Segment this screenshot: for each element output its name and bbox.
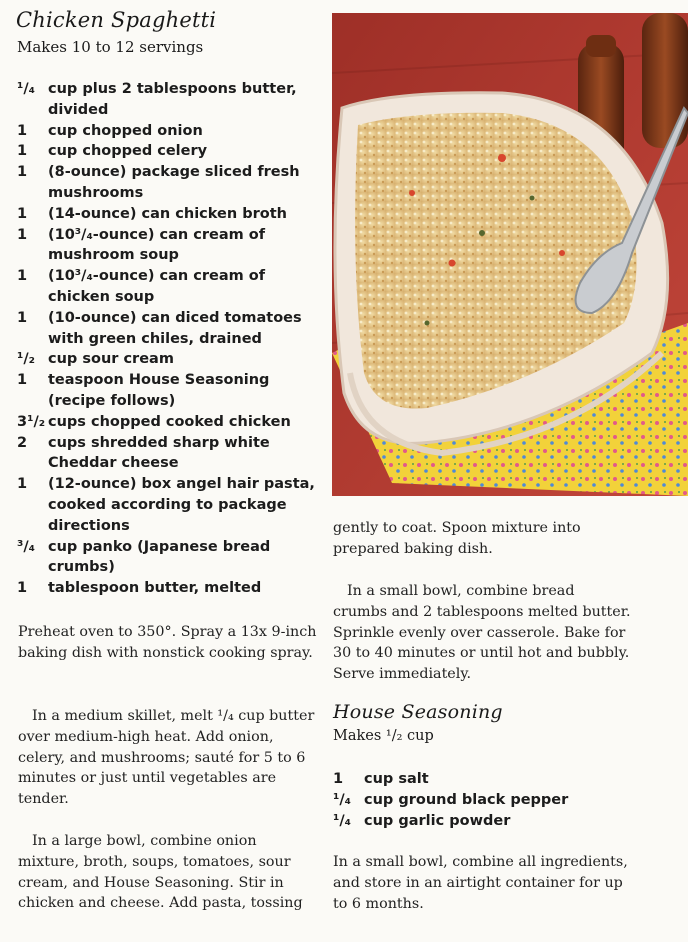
- ingredient-text: cup garlic powder: [364, 812, 511, 829]
- ingredient-quantity: 1: [17, 164, 28, 181]
- ingredient-text: cup panko (Japanese bread crumbs): [48, 538, 271, 576]
- step-combine: In a large bowl, combine onion mixture, broth, soups, tomatoes, sour cream, and House Seasoning. Stir in chicken and cheese. Add pasta, tossing: [18, 833, 303, 912]
- ingredient-quantity: 2: [17, 434, 28, 451]
- ingredient-quantity: ¹/₂: [17, 351, 35, 368]
- ingredient-item: [17, 79, 317, 121]
- ingredient-text: (10³/₄-ounce) can cream of chicken soup: [48, 268, 266, 305]
- ingredient-text: teaspoon House Seasoning (recipe follows): [48, 372, 270, 409]
- ingredient-quantity: ³/₄: [17, 538, 35, 555]
- ingredient-item: [17, 349, 317, 370]
- step-combine-continued: gently to coat. Spoon mixture into prepared baking dish.: [333, 520, 581, 557]
- ingredient-item: [17, 308, 317, 350]
- ingredient-quantity: 1: [333, 771, 344, 787]
- ingredient-quantity: 1: [17, 205, 28, 222]
- ingredient-text: cup chopped celery: [48, 143, 208, 160]
- step-saute: In a medium skillet, melt ¹/₄ cup butter over medium-high heat. Add onion, celery, and mushrooms; sauté for 5 to 6 minutes or just until vegetables are tender.: [18, 708, 315, 808]
- ingredient-item: [17, 537, 317, 579]
- ingredient-text: (8-ounce) package sliced fresh mushrooms: [48, 164, 300, 201]
- ingredient-text: (10-ounce) can diced tomatoes with green chiles, drained: [48, 309, 302, 347]
- house-seasoning-ingredients: [333, 769, 593, 831]
- step-topping: In a small bowl, combine bread crumbs and 2 tablespoons melted butter. Sprinkle evenly over casserole. Bake for 30 to 40 minutes or until hot and bubbly. Serve immediately.: [333, 583, 631, 683]
- ingredient-item: [333, 811, 593, 832]
- ingredient-quantity: 1: [17, 372, 28, 389]
- ingredient-text: tablespoon butter, melted: [48, 580, 262, 597]
- house-seasoning-yield: Makes ¹/₂ cup: [333, 728, 434, 744]
- ingredient-text: cup plus 2 tablespoons butter, divided: [48, 81, 297, 118]
- ingredient-item: [17, 370, 317, 412]
- ingredient-item: [17, 412, 317, 433]
- house-seasoning-method: In a small bowl, combine all ingredients, and store in an airtight container for up to 6 months.: [333, 854, 628, 912]
- ingredient-quantity: ¹/₄: [333, 791, 351, 808]
- ingredient-item: [17, 266, 317, 308]
- ingredient-item: [17, 433, 317, 475]
- ingredient-list: [17, 79, 317, 599]
- ingredient-item: [17, 162, 317, 204]
- ingredient-quantity: 1: [17, 122, 28, 139]
- ingredient-item: [333, 769, 593, 790]
- ingredient-quantity: ¹/₄: [17, 81, 35, 97]
- casserole-photo: [332, 13, 688, 496]
- ingredient-quantity: 1: [17, 226, 28, 243]
- ingredient-text: cups chopped cooked chicken: [48, 413, 291, 430]
- ingredient-text: cup sour cream: [48, 351, 174, 368]
- ingredient-item: [17, 578, 317, 599]
- ingredient-text: cup ground black pepper: [364, 791, 569, 808]
- ingredient-item: [17, 225, 317, 267]
- ingredient-text: cup salt: [364, 771, 429, 787]
- ingredient-text: (10³/₄-ounce) can cream of mushroom soup: [48, 226, 266, 264]
- ingredient-item: [17, 204, 317, 225]
- ingredient-text: cups shredded sharp white Cheddar cheese: [48, 434, 270, 472]
- ingredient-item: [17, 121, 317, 142]
- ingredient-quantity: 1: [17, 476, 28, 493]
- house-seasoning-title: House Seasoning: [333, 701, 503, 723]
- ingredient-text: (12-ounce) box angel hair pasta, cooked according to package directions: [48, 476, 315, 534]
- ingredient-item: [17, 141, 317, 162]
- ingredient-quantity: 1: [17, 143, 28, 160]
- ingredient-text: (14-ounce) can chicken broth: [48, 205, 287, 222]
- ingredient-quantity: ¹/₄: [333, 812, 351, 829]
- ingredient-item: [17, 474, 317, 536]
- ingredient-quantity: 1: [17, 268, 28, 285]
- ingredient-text: cup chopped onion: [48, 122, 203, 139]
- ingredient-quantity: 3¹/₂: [17, 413, 46, 430]
- ingredient-item: [333, 790, 593, 811]
- ingredient-quantity: 1: [17, 580, 28, 597]
- recipe-title: Chicken Spaghetti: [16, 8, 217, 32]
- servings: Makes 10 to 12 servings: [17, 38, 204, 56]
- step-preheat: Preheat oven to 350°. Spray a 13x 9-inch baking dish with nonstick cooking spray.: [18, 624, 317, 661]
- ingredient-quantity: 1: [17, 309, 28, 326]
